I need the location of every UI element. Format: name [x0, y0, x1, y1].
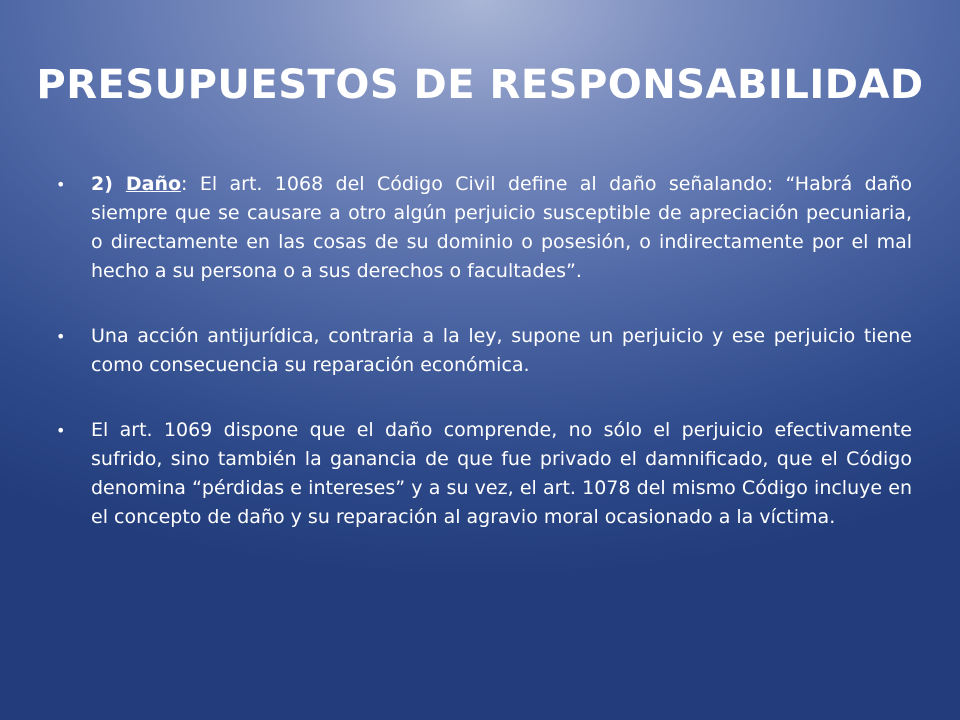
bullet-icon: •: [56, 175, 66, 194]
bullet-item-art-1069: [56, 416, 912, 532]
bullet-item-accion-antijuridica: [56, 322, 912, 380]
bullet-lead-term: Daño: [125, 173, 182, 195]
slide-title: PRESUPUESTOS DE RESPONSABILIDAD: [36, 62, 924, 108]
bullet-text: Una acción antijurídica, contraria a la ley, supone un perjuicio y ese perjuicio tiene como consecuencia su reparación económica.: [91, 325, 912, 376]
bullet-item-dano: [56, 170, 912, 286]
bullet-text: El art. 1069 dispone que el daño comprende, no sólo el perjuicio efectivamente sufrido, sino también la ganancia de que fue privado el damnificado, que el Código denomina “pérdidas e intereses” y a su vez, el art. 1078 del mismo Código incluye en el concepto de daño y su reparación al agravio moral ocasionado a la víctima.: [91, 419, 912, 528]
bullet-list: [56, 170, 912, 568]
bullet-lead-number: 2): [91, 173, 126, 195]
bullet-text: : El art. 1068 del Código Civil define al daño señalando: “Habrá daño siempre que se causare a otro algún perjuicio susceptible de apreciación pecuniaria, o directamente en las cosas de su dominio o posesión, o indirectamente por el mal hecho a su persona o a sus derechos o facultades”.: [91, 173, 912, 282]
bullet-icon: •: [56, 327, 66, 346]
bullet-icon: •: [56, 421, 66, 440]
